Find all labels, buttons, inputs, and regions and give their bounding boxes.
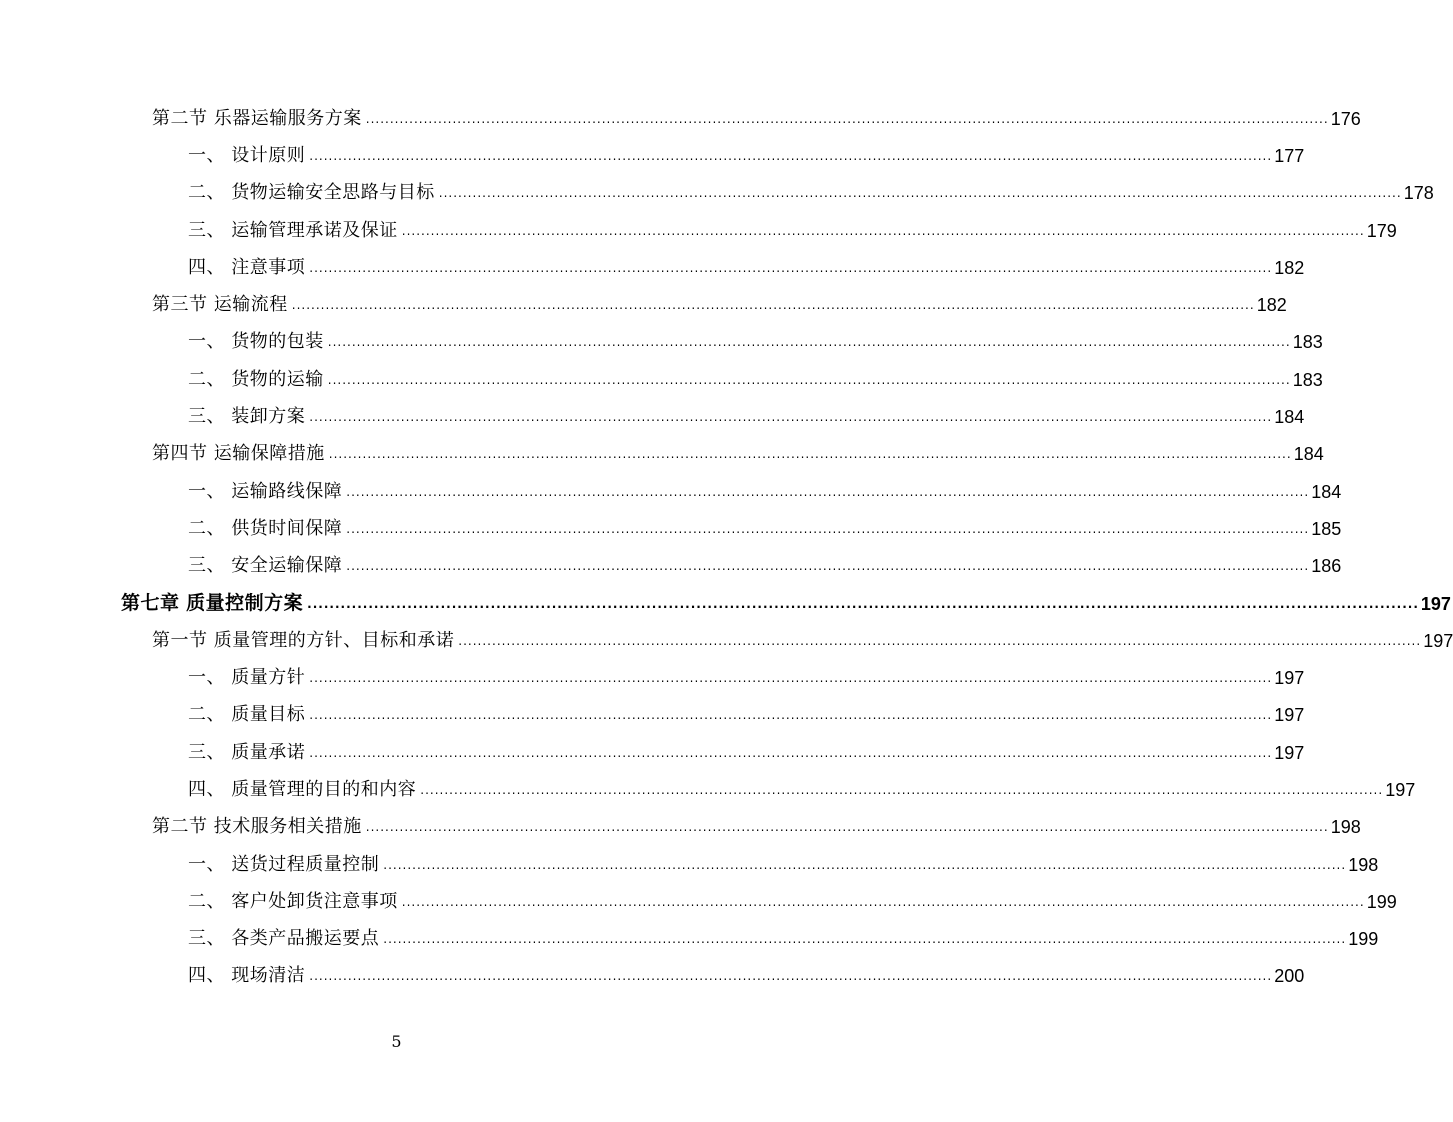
toc-entry-title: 乐器运输服务方案 (213, 107, 362, 129)
dot-leader: ........................................................................................................................................................................................................ (438, 186, 1402, 201)
toc-entry-section[interactable] (0, 436, 1324, 473)
toc-entry-page: 197 (1420, 594, 1451, 614)
toc-entry-section[interactable] (0, 622, 1453, 659)
toc-entry-page: 183 (1292, 332, 1323, 353)
dot-leader: ........................................................................................................................................................................................................ (309, 148, 1273, 163)
toc-entry-label (152, 107, 362, 129)
toc-entry-line (152, 294, 1287, 316)
toc-entry-chapter[interactable] (0, 585, 1451, 622)
dot-leader: ........................................................................................................................................................................................................ (401, 223, 1365, 238)
toc-entry-line (188, 965, 1305, 987)
dot-leader: ........................................................................................................................................................................................................ (365, 111, 1329, 126)
toc-entry-title: 质量方针 (231, 667, 306, 689)
toc-entry-number: 三、 (188, 741, 225, 763)
toc-entry-line (188, 331, 1323, 353)
dot-leader: ........................................................................................................................................................................................................ (291, 298, 1255, 313)
toc-entry-item[interactable] (0, 771, 1416, 808)
dot-leader: ........................................................................................................................................................................................................ (401, 894, 1365, 909)
toc-entry-line (152, 443, 1324, 465)
toc-entry-label (188, 517, 343, 539)
toc-entry-line (188, 517, 1342, 539)
toc-entry-number: 四、 (188, 965, 225, 987)
toc-entry-page: 185 (1311, 518, 1342, 539)
toc-entry-item[interactable] (0, 958, 1305, 995)
toc-entry-line (188, 741, 1305, 763)
toc-entry-number: 二、 (188, 368, 225, 390)
toc-entry-line (188, 182, 1434, 204)
toc-entry-page: 199 (1366, 891, 1397, 912)
toc-entry-number: 三、 (188, 555, 225, 577)
toc-entry-number: 三、 (188, 928, 225, 950)
table-of-contents (0, 100, 1453, 995)
toc-entry-item[interactable] (0, 324, 1323, 361)
toc-entry-line (121, 592, 1451, 614)
toc-entry-title: 注意事项 (231, 256, 306, 278)
toc-entry-title: 送货过程质量控制 (231, 853, 380, 875)
toc-entry-page: 197 (1423, 630, 1453, 651)
toc-entry-page: 197 (1274, 668, 1305, 689)
toc-entry-title: 装卸方案 (231, 406, 306, 428)
toc-entry-section[interactable] (0, 809, 1361, 846)
toc-entry-line (152, 107, 1361, 129)
toc-entry-title: 运输路线保障 (231, 480, 343, 502)
toc-entry-page: 177 (1274, 145, 1305, 166)
toc-entry-number: 一、 (188, 144, 225, 166)
dot-leader: ........................................................................................................................................................................................................ (309, 260, 1273, 275)
toc-entry-label (121, 594, 303, 613)
toc-entry-label (188, 219, 398, 241)
toc-entry-title: 客户处卸货注意事项 (231, 890, 398, 912)
toc-entry-label (152, 818, 362, 836)
toc-entry-page: 176 (1330, 108, 1361, 129)
toc-entry-label (188, 669, 305, 687)
toc-entry-label (188, 408, 305, 426)
toc-entry-page: 183 (1292, 369, 1323, 390)
toc-entry-item[interactable] (0, 697, 1305, 734)
toc-entry-line (188, 219, 1397, 241)
toc-entry-number: 二、 (188, 517, 225, 539)
toc-entry-page: 179 (1366, 220, 1397, 241)
toc-entry-label (188, 967, 305, 985)
toc-entry-number: 第二节 (152, 107, 208, 129)
toc-entry-page: 198 (1348, 854, 1379, 875)
toc-entry-item[interactable] (0, 137, 1305, 174)
toc-entry-number: 二、 (188, 704, 225, 726)
dot-leader: ........................................................................................................................................................................................................ (328, 447, 1292, 462)
toc-entry-number: 三、 (188, 219, 225, 241)
toc-entry-label (188, 333, 324, 351)
toc-entry-number: 第四节 (152, 443, 208, 465)
toc-entry-line (188, 256, 1305, 278)
toc-entry-page: 197 (1274, 742, 1305, 763)
toc-entry-title: 质量管理的目的和内容 (231, 778, 417, 800)
toc-entry-item[interactable] (0, 398, 1305, 435)
toc-entry-title: 供货时间保障 (231, 517, 343, 539)
toc-entry-line (188, 778, 1416, 800)
dot-leader: ........................................................................................................................................................................................................ (346, 559, 1310, 574)
dot-leader: ........................................................................................................................................................................................................ (365, 820, 1329, 835)
toc-entry-line (188, 480, 1342, 502)
dot-leader: ........................................................................................................................................................................................................ (309, 410, 1273, 425)
toc-entry-label (188, 778, 417, 800)
toc-entry-label (188, 853, 380, 875)
toc-entry-number: 第二节 (152, 816, 208, 838)
toc-entry-title: 各类产品搬运要点 (231, 928, 380, 950)
toc-entry-label (188, 368, 324, 390)
toc-entry-number: 第七章 (121, 592, 180, 614)
toc-entry-page: 197 (1385, 779, 1416, 800)
toc-entry-label (188, 144, 306, 166)
dot-leader: ........................................................................................................................................................................................................ (458, 633, 1422, 648)
toc-entry-title: 运输保障措施 (213, 443, 325, 465)
toc-entry-number: 第一节 (152, 629, 208, 651)
toc-entry-label (188, 890, 398, 912)
dot-leader: ........................................................................................................................................................................................................ (309, 745, 1273, 760)
dot-leader: ........................................................................................................................................................................................................ (309, 708, 1273, 723)
toc-entry-item[interactable] (0, 846, 1379, 883)
toc-entry-number: 一、 (188, 853, 225, 875)
toc-entry-title: 运输管理承诺及保证 (231, 219, 398, 241)
toc-entry-title: 设计原则 (231, 144, 306, 166)
toc-entry-page: 184 (1293, 444, 1324, 465)
toc-entry-label (188, 184, 435, 202)
toc-entry-item[interactable] (0, 883, 1397, 920)
toc-entry-item[interactable] (0, 921, 1379, 958)
toc-entry-item[interactable] (0, 548, 1342, 585)
toc-entry-page: 184 (1311, 481, 1342, 502)
toc-entry-title: 质量控制方案 (186, 592, 304, 614)
toc-entry-title: 货物运输安全思路与目标 (231, 182, 435, 204)
toc-entry-title: 安全运输保障 (231, 555, 343, 577)
toc-entry-line (188, 144, 1305, 166)
toc-entry-title: 现场清洁 (231, 965, 306, 987)
dot-leader: ........................................................................................................................................................................................................ (383, 857, 1347, 872)
toc-entry-label (188, 256, 306, 278)
toc-entry-page: 186 (1311, 556, 1342, 577)
toc-entry-line (152, 629, 1453, 651)
toc-entry-line (188, 555, 1342, 577)
dot-leader: ........................................................................................................................................................................................................ (383, 932, 1347, 947)
toc-entry-line (188, 406, 1305, 428)
toc-entry-item[interactable] (0, 361, 1323, 398)
dot-leader: ........................................................................................................................................................................................................ (420, 782, 1384, 797)
toc-entry-number: 二、 (188, 890, 225, 912)
toc-entry-number: 四、 (188, 256, 225, 278)
toc-entry-item[interactable] (0, 510, 1342, 547)
toc-entry-label (152, 445, 325, 463)
toc-entry-number: 一、 (188, 331, 225, 353)
toc-entry-number: 一、 (188, 667, 225, 689)
toc-entry-line (152, 816, 1361, 838)
toc-entry-label (188, 480, 343, 502)
toc-entry-label (188, 706, 305, 724)
toc-entry-label (188, 930, 379, 948)
toc-entry-item[interactable] (0, 212, 1397, 249)
toc-entry-title: 质量管理的方针、目标和承诺 (213, 629, 455, 651)
toc-entry-page: 199 (1348, 929, 1379, 950)
toc-entry-title: 质量承诺 (231, 741, 306, 763)
toc-entry-number: 一、 (188, 480, 225, 502)
dot-leader: ........................................................................................................................................................................................................ (327, 372, 1291, 387)
toc-entry-label (152, 296, 288, 314)
toc-entry-page: 182 (1256, 295, 1287, 316)
toc-entry-line (188, 928, 1379, 950)
toc-entry-line (188, 368, 1323, 390)
toc-entry-item[interactable] (0, 659, 1305, 696)
toc-entry-line (188, 890, 1397, 912)
toc-entry-item[interactable] (0, 249, 1305, 286)
dot-leader: ........................................................................................................................................................................................................ (346, 521, 1310, 536)
dot-leader: ........................................................................................................................................................................................................ (327, 335, 1291, 350)
toc-entry-page: 200 (1274, 966, 1305, 987)
toc-entry-label (188, 557, 342, 575)
dot-leader: ........................................................................................................................................................................................................ (346, 484, 1310, 499)
toc-entry-page: 197 (1274, 705, 1305, 726)
toc-entry-page: 178 (1403, 183, 1434, 204)
toc-entry-number: 四、 (188, 778, 225, 800)
dot-leader: ........................................................................................................................................................................................................ (309, 671, 1273, 686)
toc-entry-number: 二、 (188, 182, 225, 204)
toc-entry-line (188, 667, 1305, 689)
toc-entry-page: 198 (1330, 817, 1361, 838)
toc-entry-title: 技术服务相关措施 (213, 816, 362, 838)
toc-entry-section[interactable] (0, 100, 1361, 137)
toc-entry-label (188, 741, 306, 763)
page-number: 5 (391, 1032, 402, 1051)
dot-leader: ........................................................................................................................................................................................................ (309, 969, 1273, 984)
toc-entry-item[interactable] (0, 734, 1305, 771)
toc-entry-line (188, 704, 1305, 726)
toc-entry-number: 第三节 (152, 294, 208, 316)
toc-entry-section[interactable] (0, 286, 1287, 323)
dot-leader: ........................................................................................................................................................................................................ (307, 597, 1419, 611)
toc-entry-page: 182 (1274, 257, 1305, 278)
toc-entry-item[interactable] (0, 175, 1434, 212)
toc-entry-number: 三、 (188, 406, 225, 428)
toc-entry-title: 货物的包装 (231, 331, 324, 353)
toc-entry-title: 货物的运输 (231, 368, 324, 390)
toc-entry-item[interactable] (0, 473, 1342, 510)
toc-entry-label (152, 629, 455, 651)
toc-entry-page: 184 (1274, 407, 1305, 428)
toc-entry-line (188, 853, 1379, 875)
toc-entry-title: 质量目标 (231, 704, 306, 726)
toc-entry-title: 运输流程 (213, 294, 288, 316)
